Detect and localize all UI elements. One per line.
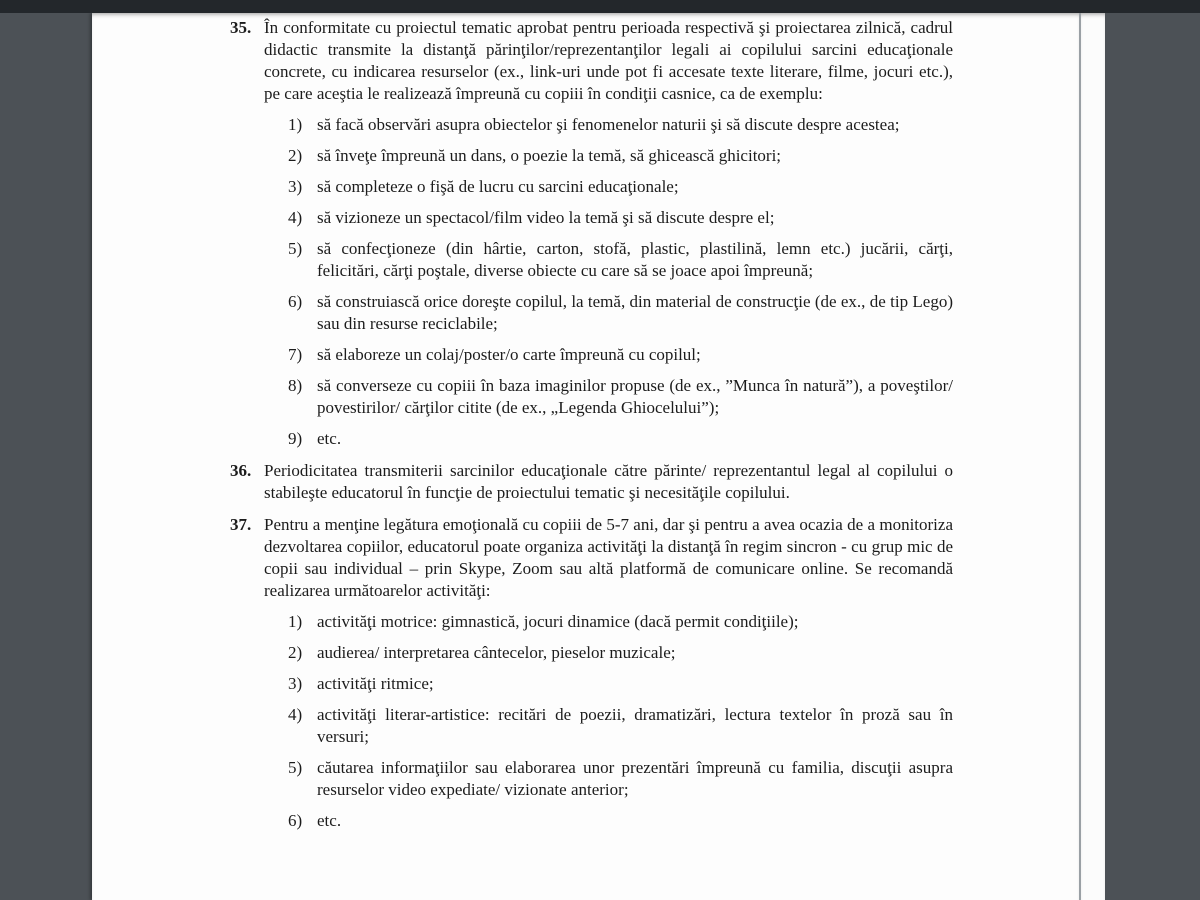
list-item-text: să construiască orice doreşte copilul, la temă, din material de construcţie (de ex., de tip Lego) sau din resurse reciclabile;	[317, 292, 953, 333]
list-item	[288, 207, 953, 229]
numbered-list	[288, 611, 953, 832]
list-item-marker: 3)	[288, 674, 303, 693]
paragraph-text: Pentru a menţine legătura emoţională cu copiii de 5-7 ani, dar şi pentru a avea ocazia de a monitoriza dezvoltarea copiilor, educatorul poate organiza activităţi la distanţă în regim sincron - cu grup mic de copii sau individual – prin Skype, Zoom sau altă platformă de comunicare online. Se recomandă realizarea următoarelor activităţi:	[264, 515, 953, 600]
list-item-marker: 1)	[288, 612, 303, 631]
list-item-text: să converseze cu copiii în baza imaginilor propuse (de ex., ”Munca în natură”), a poveştilor/ povestirilor/ cărţilor citite (de ex., „Legenda Ghiocelului”);	[317, 376, 953, 417]
list-item-text: căutarea informaţiilor sau elaborarea unor prezentări împreună cu familia, discuţii asupra resurselor video expediate/ vizionate anterior;	[317, 758, 953, 799]
list-item-marker: 5)	[288, 239, 303, 258]
list-item	[288, 704, 953, 748]
list-item	[288, 757, 953, 801]
list-item-text: să completeze o fişă de lucru cu sarcini educaţionale;	[317, 177, 679, 196]
scrollbar-track[interactable]	[1079, 13, 1105, 900]
document-page	[92, 13, 1079, 900]
list-item-text: să elaboreze un colaj/poster/o carte împreună cu copilul;	[317, 345, 701, 364]
list-item	[288, 642, 953, 664]
paragraph-number: 36.	[230, 461, 252, 480]
list-item	[288, 611, 953, 633]
list-item	[288, 810, 953, 832]
list-item-text: să confecţioneze (din hârtie, carton, stofă, plastic, plastilină, lemn etc.) jucării, cărţi, felicitări, cărţi poştale, diverse obiecte cu care să se joace apoi împreună;	[317, 239, 953, 280]
list-item-text: etc.	[317, 429, 342, 448]
paragraph-36	[230, 460, 953, 504]
list-item-marker: 2)	[288, 146, 303, 165]
paragraph-text: În conformitate cu proiectul tematic aprobat pentru perioada respectivă şi proiectarea zilnică, cadrul didactic transmite la distanţă părinţilor/reprezentanţilor legali ai copilului sarcini educaţionale concrete, cu indicarea resurselor (ex., link-uri unde pot fi accesate texte literare, filme, jocuri etc.), pe care aceştia le realizează împreună cu copiii în condiţii casnice, ca de exemplu:	[264, 18, 953, 103]
paragraph-text: Periodicitatea transmiterii sarcinilor educaţionale către părinte/ reprezentantul legal al copilului o stabileşte educatorul în funcţie de proiectului tematic şi necesităţile copilului.	[264, 461, 953, 502]
list-item-text: să vizioneze un spectacol/film video la temă şi să discute despre el;	[317, 208, 775, 227]
list-item	[288, 176, 953, 198]
document-content	[92, 13, 1079, 832]
list-item	[288, 291, 953, 335]
list-item	[288, 114, 953, 136]
list-item-marker: 5)	[288, 758, 303, 777]
list-item	[288, 145, 953, 167]
list-item	[288, 375, 953, 419]
list-item-text: să facă observări asupra obiectelor şi fenomenelor naturii şi să discute despre acestea;	[317, 115, 900, 134]
list-item-text: activităţi motrice: gimnastică, jocuri dinamice (dacă permit condiţiile);	[317, 612, 799, 631]
paragraph-number: 37.	[230, 515, 252, 534]
list-item	[288, 673, 953, 695]
list-item	[288, 428, 953, 450]
list-item-marker: 4)	[288, 208, 303, 227]
paragraph-37	[230, 514, 953, 832]
list-item-marker: 9)	[288, 429, 303, 448]
top-bar	[0, 0, 1200, 13]
list-item-marker: 6)	[288, 292, 303, 311]
list-item-text: să înveţe împreună un dans, o poezie la temă, să ghicească ghicitori;	[317, 146, 782, 165]
list-item-marker: 2)	[288, 643, 303, 662]
numbered-list	[288, 114, 953, 450]
paragraph-number: 35.	[230, 18, 252, 37]
list-item-marker: 1)	[288, 115, 303, 134]
paragraph-35	[230, 17, 953, 450]
list-item-marker: 3)	[288, 177, 303, 196]
list-item-text: activităţi literar-artistice: recitări de poezii, dramatizări, lectura textelor în proză sau în versuri;	[317, 705, 953, 746]
list-item-marker: 7)	[288, 345, 303, 364]
list-item-marker: 6)	[288, 811, 303, 830]
list-item	[288, 344, 953, 366]
list-item-marker: 4)	[288, 705, 303, 724]
list-item-text: activităţi ritmice;	[317, 674, 434, 693]
list-item-text: audierea/ interpretarea cântecelor, pieselor muzicale;	[317, 643, 676, 662]
list-item-text: etc.	[317, 811, 342, 830]
list-item-marker: 8)	[288, 376, 303, 395]
list-item	[288, 238, 953, 282]
